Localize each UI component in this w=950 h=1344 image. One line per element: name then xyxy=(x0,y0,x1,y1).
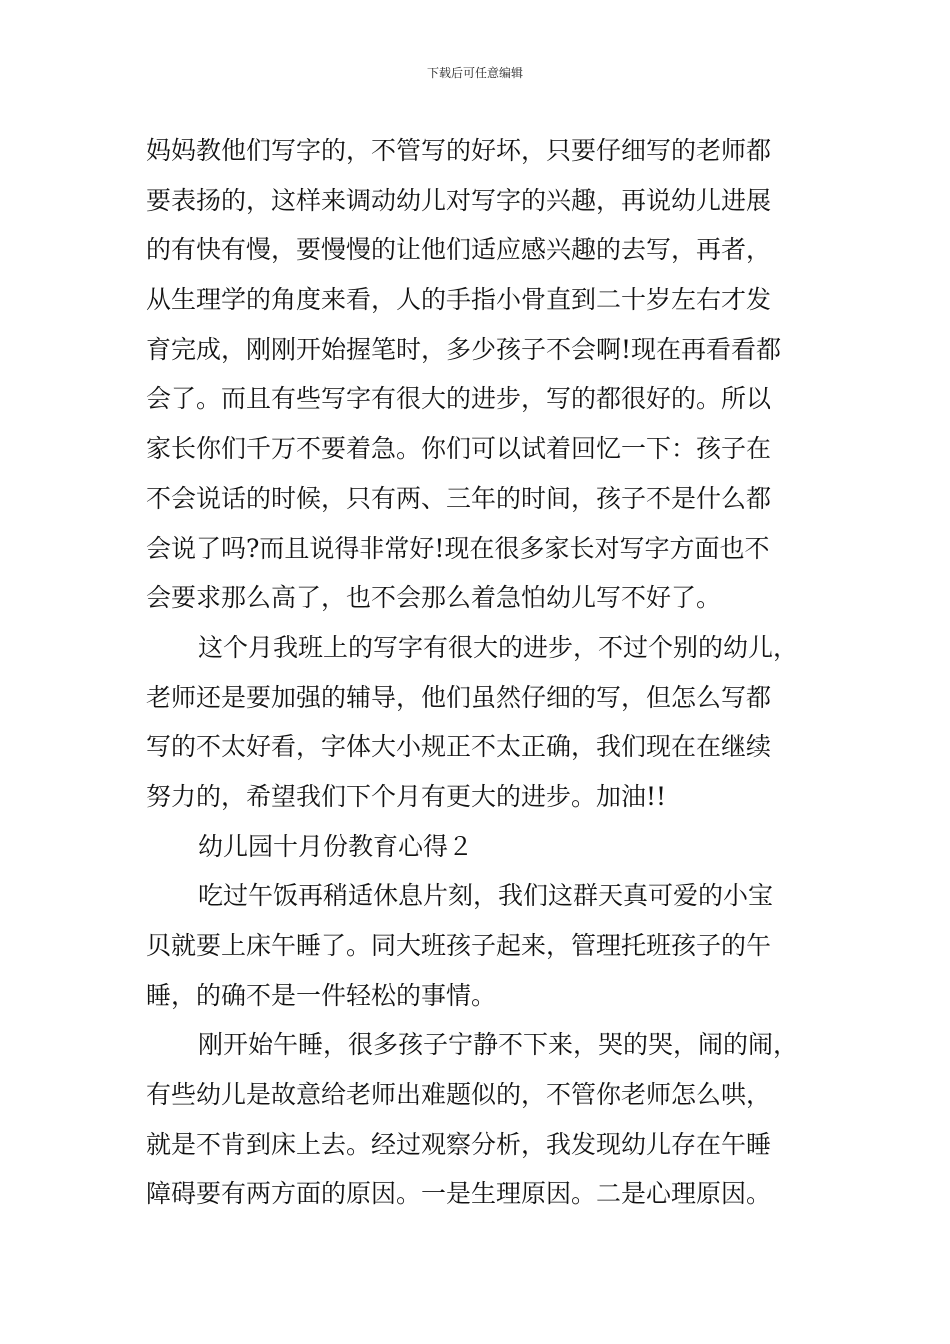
text-line: 不会说话的时候，只有两、三年的时间，孩子不是什么都 xyxy=(146,483,772,513)
text-line: 会要求那么高了，也不会那么着急怕幼儿写不好了。 xyxy=(146,583,722,613)
text-line: 障碍要有两方面的原因。一是生理原因。二是心理原因。 xyxy=(146,1179,772,1209)
text-line: 有些幼儿是故意给老师出难题似的，不管你老师怎么哄， xyxy=(146,1080,772,1110)
text-line: 的有快有慢，要慢慢的让他们适应感兴趣的去写，再者， xyxy=(146,235,772,265)
text-line: 会说了吗?而且说得非常好!现在很多家长对写字方面也不 xyxy=(146,533,770,563)
text-line: 会了。而且有些写字有很大的进步，写的都很好的。所以 xyxy=(146,384,772,414)
text-line: 家长你们千万不要着急。你们可以试着回忆一下：孩子在 xyxy=(146,434,772,464)
text-line: 妈妈教他们写字的，不管写的好坏，只要仔细写的老师都 xyxy=(146,136,772,165)
text-line: 贝就要上床午睡了。同大班孩子起来，管理托班孩子的午 xyxy=(146,931,772,960)
text-line: 努力的，希望我们下个月有更大的进步。加油!! xyxy=(146,781,667,811)
text-line: 从生理学的角度来看，人的手指小骨直到二十岁左右才发 xyxy=(146,285,772,315)
section-heading: 幼儿园十月份教育心得２ xyxy=(198,831,474,861)
page-header: 下载后可任意编辑 xyxy=(426,66,523,80)
paragraph-start-line: 这个月我班上的写字有很大的进步，不过个别的幼儿， xyxy=(198,632,799,662)
text-line: 就是不肯到床上去。经过观察分析，我发现幼儿存在午睡 xyxy=(146,1129,772,1159)
paragraph-start-line: 吃过午饭再稍适休息片刻，我们这群天真可爱的小宝 xyxy=(198,881,774,911)
text-line: 要表扬的，这样来调动幼儿对写字的兴趣，再说幼儿进展 xyxy=(146,185,772,215)
document-body xyxy=(146,126,826,1219)
paragraph-start-line: 刚开始午睡，很多孩子宁静不下来，哭的哭，闹的闹， xyxy=(198,1030,799,1060)
text-line: 育完成，刚刚开始握笔时，多少孩子不会啊!现在再看看都 xyxy=(146,334,782,364)
text-line: 老师还是要加强的辅导，他们虽然仔细的写，但怎么写都 xyxy=(146,682,772,712)
text-line: 写的不太好看，字体大小规正不太正确，我们现在在继续 xyxy=(146,732,772,762)
text-line: 睡，的确不是一件轻松的事情。 xyxy=(146,980,497,1010)
